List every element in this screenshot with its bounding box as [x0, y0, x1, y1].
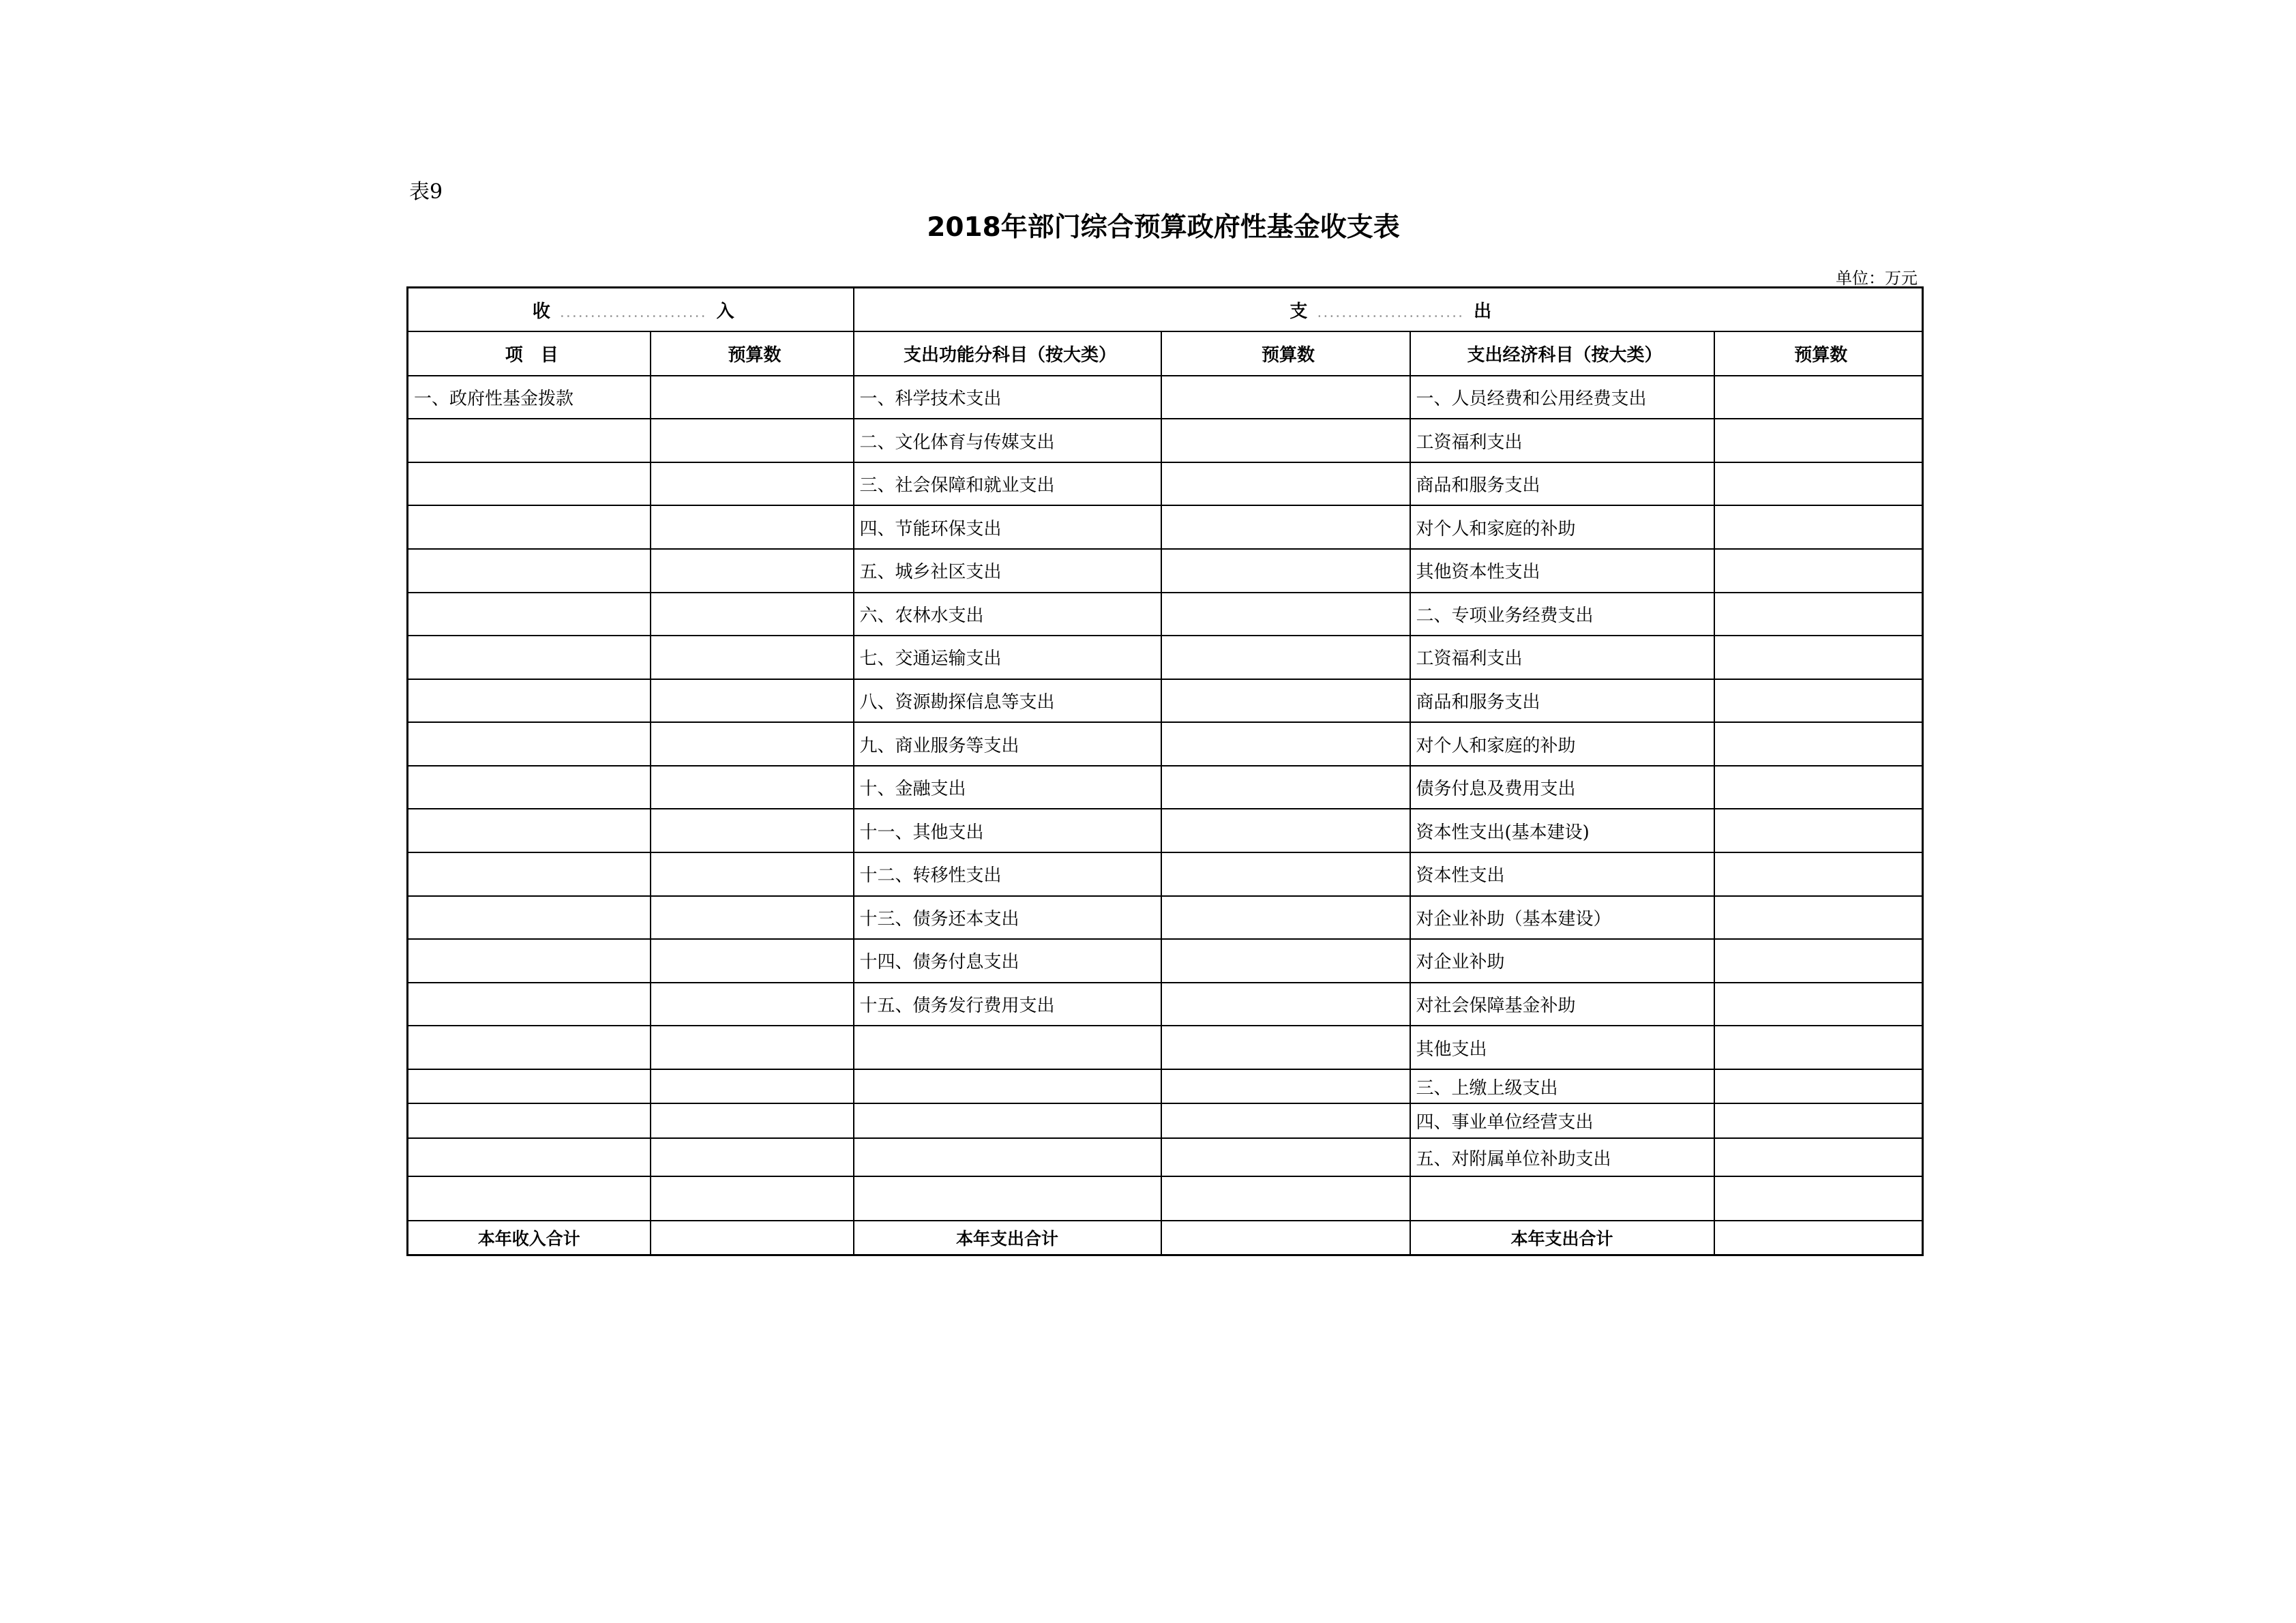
column-header-row: [408, 331, 1923, 376]
table-row: [408, 852, 1923, 896]
func-budget-cell: [1161, 636, 1410, 679]
header-func-subject: 支出功能分科目（按大类）: [854, 331, 1161, 376]
func-subject-cell: [854, 1138, 1161, 1177]
table-row: [408, 593, 1923, 636]
func-budget-cell: [1161, 679, 1410, 723]
econ-budget-cell: [1714, 636, 1923, 679]
table-row: [408, 809, 1923, 852]
table-row: [408, 983, 1923, 1026]
econ-subject-cell: 资本性支出: [1410, 852, 1714, 896]
table-row: [408, 766, 1923, 809]
econ-budget-cell: [1714, 896, 1923, 940]
func-subject-cell: 六、农林水支出: [854, 593, 1161, 636]
table-row: [408, 462, 1923, 506]
income-budget-cell: [651, 766, 854, 809]
income-budget-cell: [651, 896, 854, 940]
func-subject-cell: 十四、债务付息支出: [854, 939, 1161, 983]
income-section-header: [408, 288, 854, 332]
table-row: [408, 939, 1923, 983]
table-row: [408, 1069, 1923, 1103]
econ-budget-cell: [1714, 679, 1923, 723]
header-dots: ........................: [1317, 303, 1465, 321]
income-header-char-2: 入: [716, 301, 734, 322]
func-subject-cell: [854, 1103, 1161, 1137]
income-budget-cell: [651, 1138, 854, 1177]
econ-budget-cell: [1714, 1176, 1923, 1221]
income-budget-cell: [651, 1103, 854, 1137]
econ-subject-cell: 资本性支出(基本建设): [1410, 809, 1714, 852]
expense-header-char-1: 支: [1289, 301, 1308, 322]
func-subject-cell: [854, 1176, 1161, 1221]
func-budget-cell: [1161, 983, 1410, 1026]
econ-budget-cell: [1714, 809, 1923, 852]
income-budget-cell: [651, 419, 854, 462]
func-subject-cell: 九、商业服务等支出: [854, 722, 1161, 766]
income-budget-cell: [651, 852, 854, 896]
table-row: [408, 679, 1923, 723]
func-budget-cell: [1161, 722, 1410, 766]
totals-row: [408, 1221, 1923, 1255]
func-budget-cell: [1161, 896, 1410, 940]
econ-budget-cell: [1714, 722, 1923, 766]
func-budget-cell: [1161, 419, 1410, 462]
func-budget-cell: [1161, 376, 1410, 419]
econ-budget-cell: [1714, 419, 1923, 462]
func-subject-cell: 一、科学技术支出: [854, 376, 1161, 419]
income-total-value: [651, 1221, 854, 1255]
econ-budget-cell: [1714, 766, 1923, 809]
func-subject-cell: 四、节能环保支出: [854, 505, 1161, 549]
income-item-cell: [408, 505, 651, 549]
income-budget-cell: [651, 1026, 854, 1069]
header-budget-econ: 预算数: [1714, 331, 1923, 376]
income-item-cell: [408, 896, 651, 940]
econ-budget-cell: [1714, 1069, 1923, 1103]
func-budget-cell: [1161, 505, 1410, 549]
header-dots: ........................: [559, 303, 707, 321]
econ-subject-cell: 工资福利支出: [1410, 419, 1714, 462]
income-item-cell: [408, 766, 651, 809]
econ-subject-cell: 三、上缴上级支出: [1410, 1069, 1714, 1103]
table-number-label: 表9: [409, 180, 443, 204]
income-budget-cell: [651, 809, 854, 852]
econ-subject-cell: 商品和服务支出: [1410, 462, 1714, 506]
func-total-label: 本年支出合计: [854, 1221, 1161, 1255]
econ-budget-cell: [1714, 983, 1923, 1026]
table-row: [408, 896, 1923, 940]
income-item-cell: 一、政府性基金拨款: [408, 376, 651, 419]
econ-budget-cell: [1714, 939, 1923, 983]
section-header-row: [408, 288, 1923, 332]
table-row: [408, 1026, 1923, 1069]
econ-subject-cell: 对社会保障基金补助: [1410, 983, 1714, 1026]
header-econ-subject: 支出经济科目（按大类）: [1410, 331, 1714, 376]
table-row: [408, 505, 1923, 549]
income-budget-cell: [651, 983, 854, 1026]
table-row: [408, 549, 1923, 593]
econ-subject-cell: 对企业补助: [1410, 939, 1714, 983]
func-budget-cell: [1161, 809, 1410, 852]
income-item-cell: [408, 636, 651, 679]
income-item-cell: [408, 983, 651, 1026]
func-subject-cell: 八、资源勘探信息等支出: [854, 679, 1161, 723]
func-subject-cell: 十三、债务还本支出: [854, 896, 1161, 940]
income-item-cell: [408, 1069, 651, 1103]
income-item-cell: [408, 852, 651, 896]
income-item-cell: [408, 593, 651, 636]
econ-total-value: [1714, 1221, 1923, 1255]
func-budget-cell: [1161, 1103, 1410, 1137]
expense-section-header: [854, 288, 1923, 332]
econ-budget-cell: [1714, 593, 1923, 636]
econ-subject-cell: 一、人员经费和公用经费支出: [1410, 376, 1714, 419]
income-budget-cell: [651, 722, 854, 766]
income-item-cell: [408, 1176, 651, 1221]
func-total-value: [1161, 1221, 1410, 1255]
income-item-cell: [408, 1138, 651, 1177]
func-budget-cell: [1161, 549, 1410, 593]
income-budget-cell: [651, 462, 854, 506]
func-subject-cell: [854, 1069, 1161, 1103]
econ-budget-cell: [1714, 549, 1923, 593]
func-subject-cell: 十一、其他支出: [854, 809, 1161, 852]
econ-subject-cell: [1410, 1176, 1714, 1221]
econ-subject-cell: 对个人和家庭的补助: [1410, 505, 1714, 549]
income-budget-cell: [651, 593, 854, 636]
func-subject-cell: 五、城乡社区支出: [854, 549, 1161, 593]
header-item: 项 目: [408, 331, 651, 376]
econ-subject-cell: 四、事业单位经营支出: [1410, 1103, 1714, 1137]
func-subject-cell: 七、交通运输支出: [854, 636, 1161, 679]
econ-budget-cell: [1714, 462, 1923, 506]
func-budget-cell: [1161, 852, 1410, 896]
func-subject-cell: 二、文化体育与传媒支出: [854, 419, 1161, 462]
func-budget-cell: [1161, 593, 1410, 636]
func-budget-cell: [1161, 462, 1410, 506]
table-row: [408, 722, 1923, 766]
income-item-cell: [408, 679, 651, 723]
income-item-cell: [408, 1103, 651, 1137]
func-budget-cell: [1161, 1138, 1410, 1177]
table-row: [408, 1138, 1923, 1177]
income-item-cell: [408, 939, 651, 983]
income-total-label: 本年收入合计: [408, 1221, 651, 1255]
func-subject-cell: 十五、债务发行费用支出: [854, 983, 1161, 1026]
func-budget-cell: [1161, 766, 1410, 809]
table-row: [408, 376, 1923, 419]
income-budget-cell: [651, 679, 854, 723]
func-budget-cell: [1161, 939, 1410, 983]
func-budget-cell: [1161, 1026, 1410, 1069]
income-budget-cell: [651, 1069, 854, 1103]
header-budget-func: 预算数: [1161, 331, 1410, 376]
expense-header-char-2: 出: [1474, 301, 1492, 322]
table-row: [408, 1176, 1923, 1221]
income-budget-cell: [651, 939, 854, 983]
func-budget-cell: [1161, 1069, 1410, 1103]
func-subject-cell: [854, 1026, 1161, 1069]
income-item-cell: [408, 1026, 651, 1069]
econ-subject-cell: 商品和服务支出: [1410, 679, 1714, 723]
func-subject-cell: 十二、转移性支出: [854, 852, 1161, 896]
econ-budget-cell: [1714, 1026, 1923, 1069]
econ-budget-cell: [1714, 1138, 1923, 1177]
econ-subject-cell: 二、专项业务经费支出: [1410, 593, 1714, 636]
income-item-cell: [408, 722, 651, 766]
income-item-cell: [408, 809, 651, 852]
func-subject-cell: 十、金融支出: [854, 766, 1161, 809]
income-item-cell: [408, 419, 651, 462]
econ-budget-cell: [1714, 376, 1923, 419]
table-row: [408, 636, 1923, 679]
func-budget-cell: [1161, 1176, 1410, 1221]
income-budget-cell: [651, 505, 854, 549]
econ-subject-cell: 对个人和家庭的补助: [1410, 722, 1714, 766]
income-item-cell: [408, 549, 651, 593]
income-budget-cell: [651, 549, 854, 593]
income-header-char-1: 收: [532, 301, 550, 322]
func-subject-cell: 三、社会保障和就业支出: [854, 462, 1161, 506]
econ-budget-cell: [1714, 852, 1923, 896]
econ-budget-cell: [1714, 505, 1923, 549]
econ-subject-cell: 五、对附属单位补助支出: [1410, 1138, 1714, 1177]
econ-budget-cell: [1714, 1103, 1923, 1137]
income-budget-cell: [651, 376, 854, 419]
income-budget-cell: [651, 1176, 854, 1221]
page-title: 2018年部门综合预算政府性基金收支表: [927, 212, 1400, 243]
unit-label: 单位：万元: [1836, 269, 1918, 288]
budget-table: [406, 286, 1924, 1256]
econ-total-label: 本年支出合计: [1410, 1221, 1714, 1255]
econ-subject-cell: 其他支出: [1410, 1026, 1714, 1069]
table-row: [408, 419, 1923, 462]
econ-subject-cell: 其他资本性支出: [1410, 549, 1714, 593]
econ-subject-cell: 债务付息及费用支出: [1410, 766, 1714, 809]
econ-subject-cell: 对企业补助（基本建设）: [1410, 896, 1714, 940]
table-row: [408, 1103, 1923, 1137]
econ-subject-cell: 工资福利支出: [1410, 636, 1714, 679]
income-item-cell: [408, 462, 651, 506]
income-budget-cell: [651, 636, 854, 679]
header-budget-income: 预算数: [651, 331, 854, 376]
